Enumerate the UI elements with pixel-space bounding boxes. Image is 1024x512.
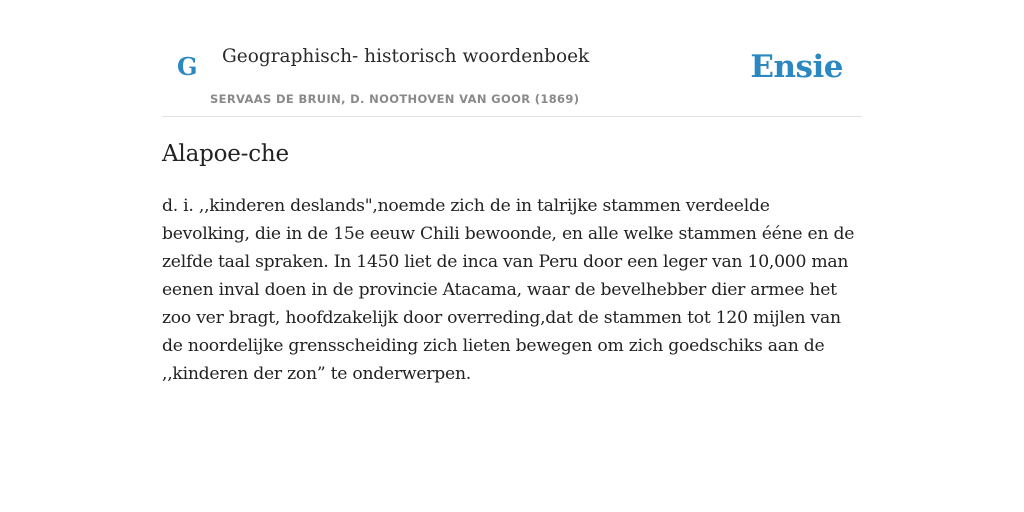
entry-title: Alapoe-che <box>162 141 289 167</box>
book-title-link[interactable]: Geographisch- historisch woordenboek <box>222 46 590 67</box>
ensie-logo-link[interactable]: Ensie <box>750 49 843 85</box>
book-authors: SERVAAS DE BRUIN, D. NOOTHOVEN VAN GOOR (1869) <box>210 92 580 106</box>
entry-body: d. i. ,,kinderen deslands",noemde zich de in talrijke stammen verdeelde bevolking, die in de 15e eeuw Chili bewoonde, en alle welke stammen ééne en de zelfde taal spraken. In 1450 liet de inca van Peru door een leger van 10,000 man eenen inval doen in de provincie Atacama, waar de bevelhebber dier armee het zoo ver bragt, hoofdzakelijk door overreding,dat de stammen tot 120 mijlen van de noordelijke grensscheiding zich lieten bewegen om zich goedschiks aan de ,,kinderen der zon” te onderwerpen. <box>162 196 855 384</box>
entry-content <box>162 138 862 388</box>
book-initial-badge[interactable]: G <box>177 52 198 81</box>
book-header <box>162 0 862 117</box>
